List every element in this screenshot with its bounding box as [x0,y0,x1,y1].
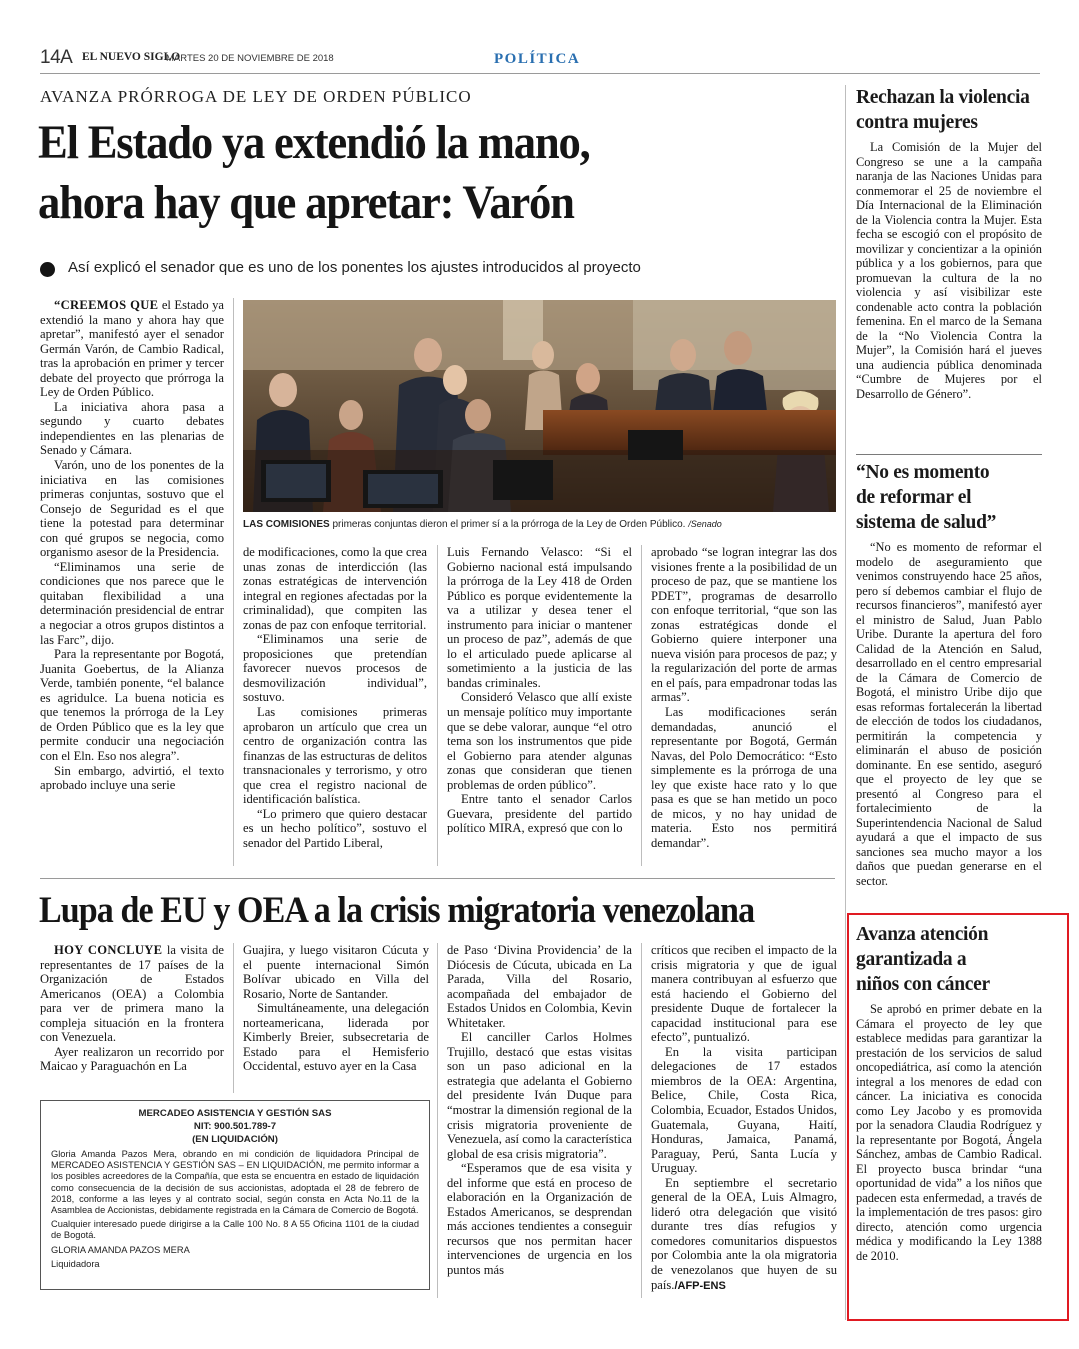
article-separator [40,878,835,879]
paragraph: de Paso ‘Divina Providencia’ de la Diócesis de Cúcuta, ubicada en La Parada, Villa del Rosario, acompañada del embajador de Estados Unidos en Colombia, Kevin Whitetaker. [447,943,632,1030]
story-title [856,460,1042,535]
notice-body: Gloria Amanda Pazos Mera, obrando en mi condición de liquidadora Principal de MERCADEO ASISTENCIA Y GESTIÓN SAS – EN LIQUIDACIÓN, me permito informar a los posibles acreedores de la Compañía, que esta se encuentra en estado de liquidación como consecuencia de la decisión de sus accionistas, adoptada el 28 de febrero de 2018, conforme a las leyes y al contrato social, según consta en Acta No.11 de la Asamblea de Accionistas, debidamente registrada en la Cámara de Comercio de Bogotá. [51,1149,419,1216]
paragraph-text: En septiembre el secretario general de la OEA, Luis Almagro, lideró otra delegación que visitó durante tres días refugios y comedores comunitarios dispuestos por Colombia ante la ola migratoria de venezolanos que huyen de su país. [651,1175,837,1292]
paragraph: “No es momento de reformar el modelo de aseguramiento que venimos construyendo hace 25 años, pero sí debemos cambiar el flujo de recursos financieros”, manifestó ayer el ministro de Salud, Juan Pablo Uribe. Durante la apertura del foro Calidad de la Atención en Salud, desarrollado en el centro empresarial de la Cámara de Comercio de Bogotá, el ministro Uribe dijo que esas reformas fortalecerán la libertad de elección de todos los ciudadanos, permitirán la competencia y eliminarán el abuso de posición dominante. En ese sentido, aseguró que el proyecto de ley que se presentó al Congreso para el fortalecimiento de la Superintendencia Nacional de Salud ayudará a que el impacto de sus sanciones sea mucho mayor a los daños que puedan generarse en el sector. [856,540,1042,888]
notice-company: MERCADEO ASISTENCIA Y GESTIÓN SAS [138,1108,332,1119]
notice-nit: NIT: 900.501.789-7 [193,1121,277,1132]
notice-contact: Cualquier interesado puede dirigirse a la Calle 100 No. 8 A 55 Oficina 1101 de la ciudad de Bogotá. [51,1219,419,1241]
column-rule [641,943,642,1298]
sidebar-rule [856,454,1042,455]
caption-credit: /Senado [688,519,722,529]
second-column-3 [447,943,632,1298]
caption-lead: LAS COMISIONES [243,519,330,530]
article-kicker: AVANZA PRÓRROGA DE LEY DE ORDEN PÚBLICO [40,87,472,106]
notice-signer: GLORIA AMANDA PAZOS MERA [51,1244,190,1255]
paragraph-text: la visita de representantes de 17 países de la Organización de Estados Americanos (OEA) a Colombia para ver de primera mano la compleja situación en la frontera con Venezuela. [40,943,224,1045]
paragraph: Ayer realizaron un recorrido por Maicao y Paraguachón en La [40,1044,224,1074]
headline-line-2: ahora hay que apretar: Varón [38,176,574,229]
story-body [856,1002,1042,1302]
main-column-3 [447,545,632,866]
paragraph: El canciller Carlos Holmes Trujillo, destacó que estas visitas son un paso adicional en la estrategia que adelanta el Gobierno del presidente Iván Duque para “mostrar la dimensión regional de la crisis migratoria proveniente de Venezuela, así como la característica global de esa crisis migratoria”. [447,1030,632,1161]
article-photo [243,300,836,512]
title-line: contra mujeres [856,112,978,133]
legal-notice-box [40,1100,430,1290]
section-label: POLÍTICA [494,51,581,67]
notice-role: Liquidadora [51,1258,100,1269]
issue-date: MARTES 20 DE NOVIEMBRE DE 2018 [166,53,334,64]
headline-line-1: El Estado ya extendió la mano, [38,116,590,169]
title-line: sistema de salud” [856,512,997,533]
title-line: Avanza atención [856,924,989,945]
page-number: 14A [40,47,73,68]
paragraph: “Esperamos que de esa visita y del informe que está en proceso de elaboración en la Organización de Estados Americanos, se desprendan más acciones tendientes a conseguir recursos que nos permitan hacer intervenciones de urgencia en los puntos más [447,1161,632,1278]
paragraph: Simultáneamente, una delegación norteamericana, liderada por Kimberly Breier, subsecretaria de Estado para el Hemisferio Occidental, estuvo ayer en la Casa [243,1001,429,1074]
photo-caption [243,519,843,530]
paragraph: de modificaciones, como la que crea unas zonas de interdicción (las zonas estratégicas de intervención integral en regiones afectadas por la criminalidad), que compiten las zonas de paz con enfoque territorial. [243,545,427,632]
notice-status: (EN LIQUIDACIÓN) [192,1134,278,1145]
column-rule [641,545,642,866]
paragraph: Se aprobó en primer debate en la Cámara el proyecto de ley que establece medidas para garantizar la prestación de los servicios de salud oncopediátrica, así como la atención integral a los menores de edad con cáncer. La iniciativa es conocida como Ley Jacobo y es promovida por la senadora Claudia Rodríguez y la representante por Bogotá, Ángela Sánchez, ambas de Cambio Radical. El proyecto busca brindar “una oportunidad de vida” a los niños que padecen esta enfermedad, a través de la implementación de tres pasos: giro directo, atención como urgencia médica y modificando la Ley 1388 de 2010. [856,1002,1042,1263]
second-headline: Lupa de EU y OEA a la crisis migratoria venezolana [39,890,755,931]
photo-illustration [243,300,836,512]
paragraph: Las comisiones primeras aprobaron un artículo que crea un centro de organización contra las finanzas de las estructuras de delitos transnacionales y terrorismo, y otro que crea el registro nacional de identificación balística. [243,705,427,807]
paragraph: Entre tanto el senador Carlos Guevara, presidente del partido político MIRA, expresó que con lo [447,792,632,836]
caption-text: primeras conjuntas dieron el primer sí a la prórroga de la Ley de Orden Público. [329,519,689,530]
paragraph-text: el Estado ya extendió la mano y ahora hay que apretar”, manifestó ayer el senador Germán Varón, de Cambio Radical, tras la aprobación en primer y tercer debate del proyecto que prórroga la Ley de Orden Público. [40,298,224,400]
main-column-4 [651,545,837,866]
paragraph: “Lo primero que quiero destacar es un hecho político”, sostuvo el senador del Partido Liberal, [243,806,427,850]
paragraph: La iniciativa ahora pasa a segundo y cuarto debates independientes en las plenarias de Senado y Cámara. [40,399,224,458]
title-line: “No es momento [856,462,990,483]
lead-caps: “CREEMOS QUE [54,298,159,312]
title-line: de reformar el [856,487,972,508]
paragraph: Para la representante por Bogotá, Juanita Goebertus, de la Alianza Verde, también ponente, “el balance es agridulce. La buena noticia es que tenemos la prórroga de la Ley de Orden Público que es la ley que permite conducir una negociación con el Eln. Eso nos alegra”. [40,647,224,763]
column-rule [233,943,234,1093]
paragraph: Guajira, y luego visitaron Cúcuta y el puente internacional Simón Bolívar ubicado en Villa del Rosario, Norte de Santander. [243,943,429,1001]
story-title [856,85,1042,135]
header-rule [40,73,1040,74]
paragraph [40,298,224,400]
lead-caps: HOY CONCLUYE [54,943,163,957]
column-rule [233,298,234,866]
story-title [856,922,1042,997]
second-column-2 [243,943,429,1093]
story-body [856,540,1042,908]
second-column-4 [651,943,837,1298]
paragraph: Varón, uno de los ponentes de la iniciativa en las comisiones primeras conjuntas, sostuvo que el Consejo de Seguridad es el que tiene la potestad para determinar con qué grupos se negocia, como organismo asesor de la Presidencia. [40,458,224,560]
paragraph: Luis Fernando Velasco: “Si el Gobierno nacional está impulsando la prórroga de la Ley 418 de Orden Público es porque evidentemente la va a utilizar y desea tener el instrumento para iniciar o mantener un proceso de paz”, además de que lo el articulado puede aplicarse al sometimiento a la justicia de las bandas criminales. [447,545,632,690]
title-line: niños con cáncer [856,974,990,995]
second-column-1 [40,943,224,1093]
paragraph: Sin embargo, advirtió, el texto aprobado incluye una serie [40,763,224,793]
main-column-2 [243,545,427,866]
paragraph: En la visita participan delegaciones de 17 estados miembros de la OEA: Argentina, Belice, Chile, Costa Rica, Colombia, Ecuador, Estados Unidos, Guatemala, Guyana, Haití, Honduras, Jamaica, Panamá, Paraguay, Perú, Santa Lucía y Uruguay. [651,1044,837,1176]
paragraph: críticos que reciben el impacto de la crisis migratoria y que de igual manera contribuyan al esfuerzo que está haciendo el Gobierno del presidente Duque de fortalecer la capacidad institucional para ese efecto”, puntualizó. [651,943,837,1045]
paragraph: “Eliminamos una serie de condiciones que nos parece que le quitaban flexibilidad a una determinación presidencial de entrar a negociar a otros grupos distintos a las Farc”, dijo. [40,559,224,647]
paragraph: La Comisión de la Mujer del Congreso se une a la campaña naranja de las Naciones Unidas para conmemorar el 25 de noviembre el Día Internacional de la Eliminación de la Violencia contra la Mujer. Esta fecha se escogió con el propósito de movilizar y concientizar a la opinión pública y a los gobiernos, para que promuevan la cultura de la no violencia y así visibilizar este condenable acto contra la población femenina. En el marco de la Semana de la “No Violencia Contra la Mujer”, la Comisión hará el jueves una audiencia pública denominada “Cumbre de Mujeres por el Desarrollo de Género”. [856,140,1042,401]
article-credit: /AFP-ENS [674,1279,726,1292]
sidebar-story-violence [856,85,1042,445]
paragraph: Consideró Velasco que allí existe un mensaje político muy importante que se debe valorar, aunque “el otro tema son los instrumentos que pide el Gobierno para atender algunas zonas que consideran que tienen problemas de orden público”. [447,690,632,792]
paragraph [40,943,224,1045]
sidebar-story-health [856,460,1042,908]
paragraph: Las modificaciones serán demandadas, anunció el representante por Bogotá, Germán Navas, del Polo Democrático: “Esto simplemente es la prórroga de una ley que existe hace rato y lo que pasa es que se han metido un poco de micos, y no hay unidad de materia. Esto nos permitirá demandar”. [651,705,837,850]
paragraph [651,1176,837,1293]
article-headline [38,113,782,233]
title-line: Rechazan la violencia [856,87,1030,108]
title-line: garantizada a [856,949,967,970]
main-column-1 [40,298,224,866]
column-rule [437,943,438,1298]
sidebar-divider [845,85,846,1320]
sidebar-story-cancer [856,922,1042,1302]
paragraph: aprobado “se logran integrar las dos visiones frente a la posibilidad de un proceso de paz, que se mantiene los PDET”, programas de desarrollo con enfoque territorial, “que son las zonas estratégicas donde el Gobierno quiere interponer una nueva visión para procesos de paz; y la regularización del porte de armas en el país, para empadronar todas las armas”. [651,545,837,705]
story-body [856,140,1042,445]
paragraph: “Eliminamos una serie de proposiciones que pretendían favorecer nuevos procesos de desmovilización individual”, sostuvo. [243,632,427,705]
column-rule [437,545,438,866]
subhead-bullet-icon [40,262,55,277]
paper-name: EL NUEVO SIGLO [82,51,181,63]
article-subhead: Así explicó el senador que es uno de los ponentes los ajustes introducidos al proyecto [68,259,641,276]
